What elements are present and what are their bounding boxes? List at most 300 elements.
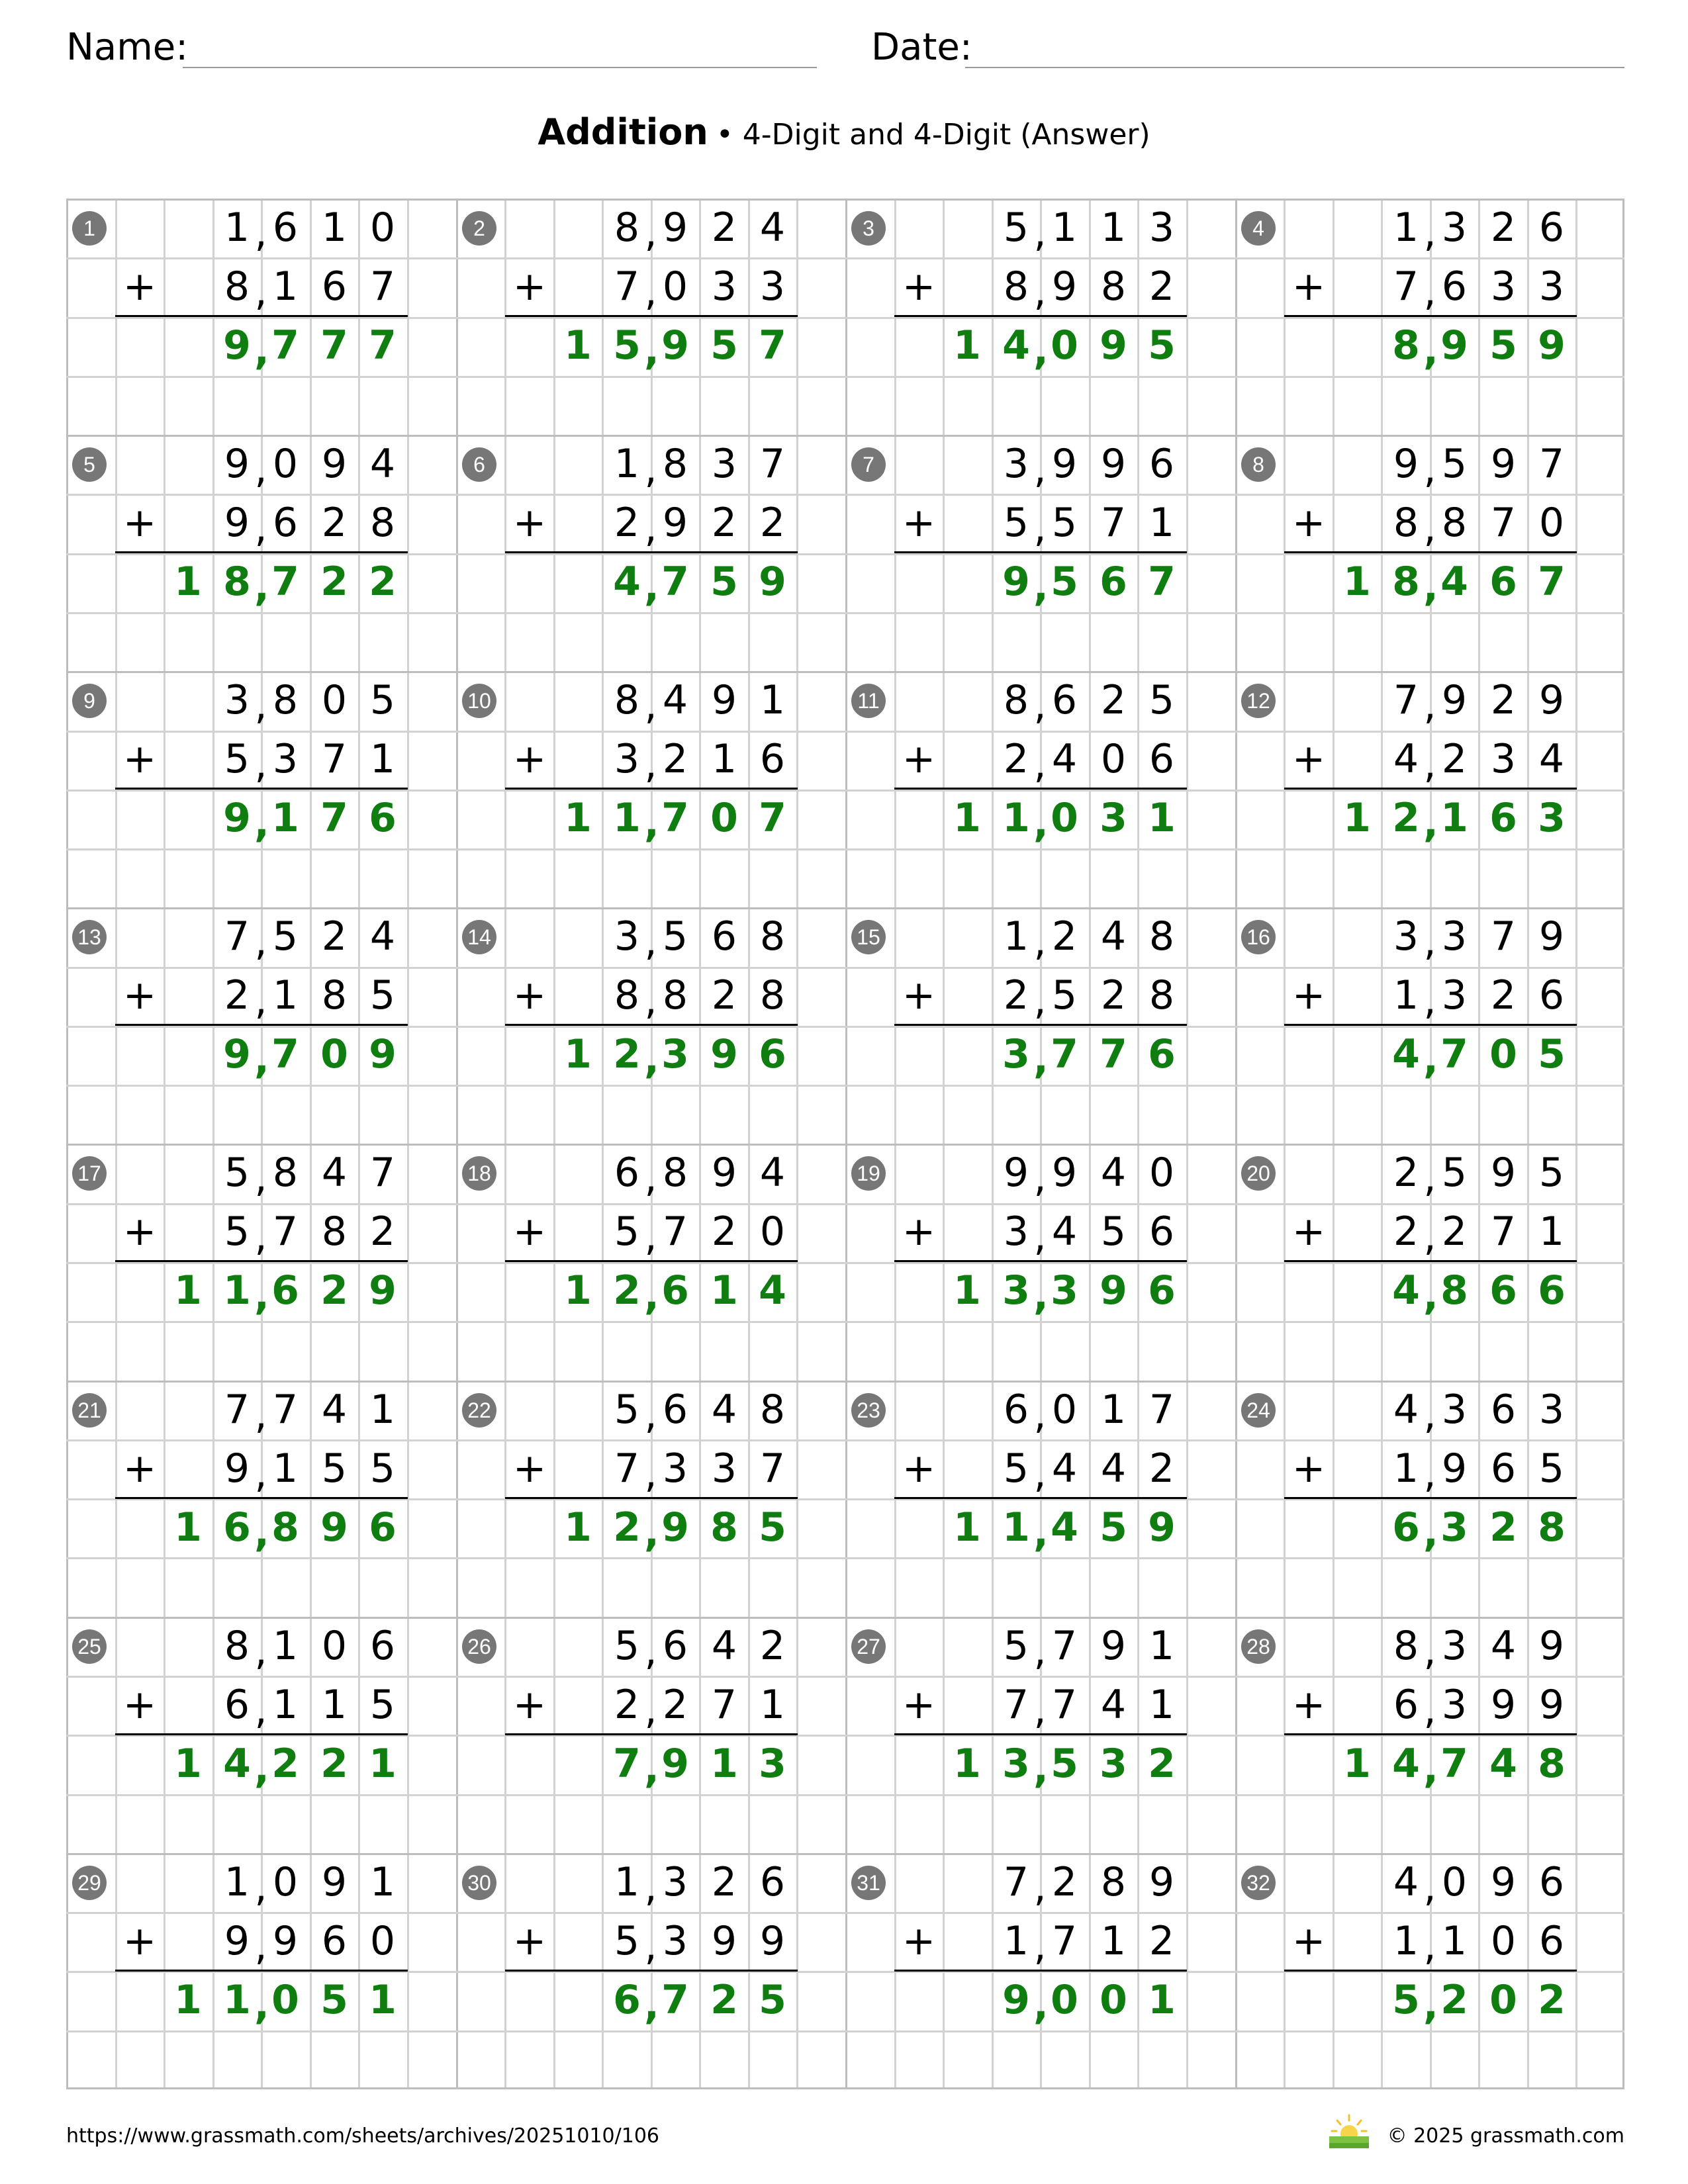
problem-number-badge: 23 [851, 1393, 886, 1428]
problem [1235, 435, 1624, 670]
addend-b-digit: 6 [1538, 972, 1565, 1019]
answer-digit: 5 [1489, 322, 1517, 369]
addend-b-digit: 7 [711, 1682, 737, 1728]
problem-number-badge: 9 [72, 684, 107, 718]
sum-line [894, 788, 1187, 790]
addend-b-digit: 7 [272, 1208, 299, 1255]
answer-digit: 4 [1489, 1741, 1517, 1787]
answer-digit: 1 [174, 1504, 202, 1551]
addend-b-comma: , [644, 741, 657, 788]
addend-b-digit: 2 [1393, 1208, 1419, 1255]
addend-a-digit: 4 [1100, 913, 1127, 960]
addend-b-digit: 1 [272, 972, 299, 1019]
date-field-line[interactable] [965, 67, 1624, 68]
addend-b-comma: , [254, 505, 267, 551]
problem-number-badge: 26 [462, 1629, 496, 1664]
addend-a-digit: 5 [1003, 1623, 1029, 1669]
problem [456, 1144, 845, 1379]
sum-line [1284, 1497, 1577, 1499]
plus-sign: + [512, 736, 547, 782]
answer-digit: 3 [1051, 1267, 1078, 1314]
answer-digit: 9 [1002, 1977, 1030, 2023]
addend-a-digit: 1 [1003, 913, 1029, 960]
answer-comma: , [254, 1510, 269, 1556]
answer-digit: 1 [223, 1977, 251, 2023]
addend-a-digit: 1 [614, 441, 640, 487]
addend-b-digit: 7 [1003, 1682, 1029, 1728]
answer-comma: , [1423, 1510, 1438, 1556]
addend-b-digit: 9 [1441, 1445, 1468, 1492]
problem-number-badge: 7 [851, 447, 886, 482]
addend-b-digit: 8 [1149, 972, 1175, 1019]
answer-digit: 4 [223, 1741, 251, 1787]
answer-digit: 5 [320, 1977, 348, 2023]
answer-digit: 8 [1392, 559, 1420, 605]
addend-a-digit: 9 [1003, 1150, 1029, 1196]
addend-a-digit: 2 [759, 1623, 786, 1669]
answer-digit: 6 [613, 1977, 641, 2023]
answer-digit: 6 [369, 795, 397, 841]
problem [66, 1144, 455, 1379]
addend-b-comma: , [644, 1687, 657, 1733]
addend-a-comma: , [1423, 1628, 1436, 1674]
answer-digit: 8 [1538, 1741, 1566, 1787]
addend-a-digit: 9 [1538, 677, 1565, 723]
addend-b-digit: 6 [321, 263, 348, 310]
answer-digit: 8 [1538, 1504, 1566, 1551]
answer-digit: 7 [1440, 1741, 1468, 1787]
addend-a-digit: 7 [369, 1150, 396, 1196]
addend-b-comma: , [644, 978, 657, 1024]
addend-a-digit: 3 [1393, 913, 1419, 960]
answer-digit: 3 [1440, 1504, 1468, 1551]
problem [66, 1381, 455, 1616]
answer-digit: 3 [1002, 1741, 1030, 1787]
footer-copyright: © 2025 grassmath.com [1387, 2124, 1624, 2148]
answer-digit: 8 [1440, 1267, 1468, 1314]
answer-digit: 2 [1440, 1977, 1468, 2023]
addend-a-comma: , [1033, 1155, 1047, 1201]
addend-b-digit: 5 [369, 1445, 396, 1492]
addend-a-digit: 2 [1490, 205, 1517, 251]
problem-number-badge: 12 [1241, 684, 1276, 718]
addend-a-digit: 9 [224, 441, 250, 487]
addend-a-digit: 0 [272, 441, 299, 487]
addend-b-digit: 2 [614, 1682, 640, 1728]
plus-sign: + [902, 263, 936, 310]
addend-a-digit: 2 [321, 913, 348, 960]
addend-a-digit: 9 [1051, 441, 1078, 487]
answer-digit: 4 [1440, 559, 1468, 605]
answer-digit: 1 [271, 795, 299, 841]
answer-comma: , [254, 1273, 269, 1319]
addend-a-comma: , [1033, 919, 1047, 965]
answer-digit: 2 [613, 1267, 641, 1314]
plus-sign: + [902, 1208, 936, 1255]
addend-b-digit: 2 [711, 972, 737, 1019]
addend-a-digit: 9 [711, 677, 737, 723]
date-label: Date: [871, 26, 972, 69]
sum-line [505, 1260, 798, 1262]
sum-line [1284, 1260, 1577, 1262]
addend-b-digit: 5 [1003, 1445, 1029, 1492]
addend-b-digit: 4 [1393, 736, 1419, 782]
addend-b-digit: 0 [1538, 500, 1565, 546]
problem-number-badge: 24 [1241, 1393, 1276, 1428]
answer-digit: 6 [1489, 1267, 1517, 1314]
answer-digit: 4 [1392, 1267, 1420, 1314]
addend-b-digit: 6 [759, 736, 786, 782]
sum-line [115, 788, 408, 790]
addend-b-digit: 2 [614, 500, 640, 546]
addend-a-digit: 3 [711, 441, 737, 487]
addend-b-digit: 2 [224, 972, 250, 1019]
addend-a-digit: 7 [272, 1387, 299, 1433]
addend-b-digit: 3 [759, 263, 786, 310]
plus-sign: + [902, 736, 936, 782]
addend-b-digit: 8 [614, 972, 640, 1019]
answer-digit: 7 [1538, 559, 1566, 605]
answer-digit: 6 [1392, 1504, 1420, 1551]
title-main: Addition [538, 111, 708, 153]
addend-b-digit: 9 [1538, 1682, 1565, 1728]
addend-b-digit: 4 [1051, 736, 1078, 782]
addend-b-digit: 6 [1393, 1682, 1419, 1728]
answer-digit: 5 [1051, 559, 1078, 605]
answer-digit: 8 [271, 1504, 299, 1551]
addend-a-comma: , [644, 1155, 657, 1201]
addend-b-digit: 6 [1149, 1208, 1175, 1255]
problem [456, 1381, 845, 1616]
answer-digit: 7 [271, 559, 299, 605]
answer-digit: 0 [1489, 1031, 1517, 1077]
problem-number-badge: 4 [1241, 211, 1276, 246]
answer-comma: , [1033, 1746, 1049, 1792]
answer-digit: 3 [1002, 1267, 1030, 1314]
addend-a-digit: 5 [1441, 441, 1468, 487]
problem [66, 199, 455, 434]
addend-b-digit: 7 [321, 736, 348, 782]
problem-number-badge: 30 [462, 1866, 496, 1900]
answer-digit: 9 [223, 1031, 251, 1077]
addend-a-comma: , [644, 682, 657, 729]
answer-digit: 9 [1148, 1504, 1176, 1551]
answer-digit: 1 [953, 795, 981, 841]
worksheet-grid [66, 199, 1624, 2089]
addend-b-digit: 1 [369, 736, 396, 782]
answer-digit: 6 [223, 1504, 251, 1551]
addend-b-digit: 8 [321, 972, 348, 1019]
addend-b-digit: 2 [1003, 972, 1029, 1019]
problem-number-badge: 6 [462, 447, 496, 482]
addend-a-digit: 4 [1393, 1859, 1419, 1905]
addend-a-digit: 4 [321, 1150, 348, 1196]
addend-b-digit: 5 [614, 1918, 640, 1964]
addend-b-digit: 2 [1149, 1918, 1175, 1964]
addend-a-digit: 3 [1441, 913, 1468, 960]
plus-sign: + [902, 1682, 936, 1728]
addend-b-digit: 1 [1393, 1918, 1419, 1964]
addend-b-digit: 9 [1051, 263, 1078, 310]
addend-b-digit: 9 [1490, 1682, 1517, 1728]
addend-a-digit: 5 [1538, 1150, 1565, 1196]
addend-a-comma: , [254, 446, 267, 492]
sum-line [1284, 788, 1577, 790]
addend-b-digit: 6 [1490, 1445, 1517, 1492]
answer-comma: , [644, 1982, 659, 2028]
addend-a-digit: 9 [1490, 1859, 1517, 1905]
addend-b-digit: 3 [1490, 263, 1517, 310]
addend-a-digit: 2 [711, 205, 737, 251]
answer-digit: 2 [1148, 1741, 1176, 1787]
addend-a-digit: 8 [1100, 1859, 1127, 1905]
addend-b-digit: 7 [369, 263, 396, 310]
answer-digit: 9 [661, 322, 689, 369]
addend-a-digit: 0 [272, 1859, 299, 1905]
addend-b-digit: 2 [1490, 972, 1517, 1019]
addend-a-digit: 1 [1100, 1387, 1127, 1433]
answer-comma: , [644, 1510, 659, 1556]
addend-a-comma: , [1033, 1392, 1047, 1438]
sum-line [505, 315, 798, 317]
answer-comma: , [254, 564, 269, 610]
answer-digit: 9 [1100, 322, 1127, 369]
addend-b-digit: 4 [1051, 1208, 1078, 1255]
problem [456, 907, 845, 1143]
addend-a-digit: 1 [614, 1859, 640, 1905]
addend-b-digit: 1 [711, 736, 737, 782]
addend-a-digit: 8 [224, 1623, 250, 1669]
addend-b-digit: 2 [711, 500, 737, 546]
answer-digit: 6 [1489, 559, 1517, 605]
answer-digit: 7 [1100, 1031, 1127, 1077]
addend-a-digit: 5 [614, 1623, 640, 1669]
addend-a-digit: 9 [1490, 441, 1517, 487]
addend-b-digit: 1 [272, 263, 299, 310]
addend-a-comma: , [254, 1392, 267, 1438]
answer-digit: 9 [320, 1504, 348, 1551]
addend-b-digit: 3 [711, 1445, 737, 1492]
problem [845, 199, 1235, 434]
addend-a-digit: 4 [1393, 1387, 1419, 1433]
addend-b-comma: , [254, 978, 267, 1024]
plus-sign: + [1291, 1918, 1326, 1964]
addend-b-digit: 9 [224, 1445, 250, 1492]
answer-digit: 8 [223, 559, 251, 605]
plus-sign: + [122, 972, 157, 1019]
answer-comma: , [1423, 1036, 1438, 1083]
problem [456, 671, 845, 907]
plus-sign: + [122, 736, 157, 782]
problem-number-badge: 8 [1241, 447, 1276, 482]
problem-number-badge: 20 [1241, 1156, 1276, 1191]
addend-b-digit: 9 [224, 500, 250, 546]
addend-a-digit: 0 [321, 1623, 348, 1669]
addend-a-digit: 3 [662, 1859, 688, 1905]
addend-a-digit: 3 [1149, 205, 1175, 251]
addend-b-digit: 5 [1051, 500, 1078, 546]
addend-b-digit: 6 [1149, 736, 1175, 782]
answer-digit: 3 [1100, 1741, 1127, 1787]
answer-comma: , [254, 800, 269, 846]
answer-digit: 7 [661, 795, 689, 841]
answer-digit: 2 [271, 1741, 299, 1787]
addend-b-digit: 5 [224, 1208, 250, 1255]
answer-digit: 2 [1392, 795, 1420, 841]
sum-line [894, 1970, 1187, 1972]
addend-a-digit: 9 [711, 1150, 737, 1196]
answer-digit: 6 [1100, 559, 1127, 605]
sum-line [894, 1260, 1187, 1262]
addend-b-digit: 4 [1051, 1445, 1078, 1492]
problem [845, 671, 1235, 907]
addend-b-digit: 9 [224, 1918, 250, 1964]
addend-b-digit: 3 [1538, 263, 1565, 310]
addend-a-digit: 4 [1490, 1623, 1517, 1669]
addend-a-digit: 1 [224, 205, 250, 251]
answer-digit: 5 [710, 559, 738, 605]
answer-digit: 7 [1440, 1031, 1468, 1077]
sum-line [505, 1497, 798, 1499]
answer-digit: 1 [953, 1504, 981, 1551]
answer-digit: 6 [1148, 1031, 1176, 1077]
addend-a-digit: 4 [1100, 1150, 1127, 1196]
answer-comma: , [1033, 800, 1049, 846]
addend-b-digit: 2 [1149, 1445, 1175, 1492]
answer-digit: 9 [661, 1741, 689, 1787]
answer-digit: 9 [369, 1267, 397, 1314]
addend-a-digit: 6 [759, 1859, 786, 1905]
addend-b-digit: 0 [662, 263, 688, 310]
problem-number-badge: 15 [851, 920, 886, 954]
addend-a-comma: , [1033, 210, 1047, 256]
addend-a-comma: , [1033, 446, 1047, 492]
addend-a-digit: 5 [1149, 677, 1175, 723]
plus-sign: + [122, 1682, 157, 1728]
answer-comma: , [1423, 1982, 1438, 2028]
problem [66, 1853, 455, 2089]
plus-sign: + [1291, 1208, 1326, 1255]
addend-a-digit: 8 [662, 441, 688, 487]
addend-b-digit: 7 [614, 1445, 640, 1492]
addend-b-digit: 0 [1490, 1918, 1517, 1964]
plus-sign: + [1291, 736, 1326, 782]
addend-a-digit: 1 [272, 1623, 299, 1669]
plus-sign: + [512, 263, 547, 310]
answer-digit: 5 [1538, 1031, 1566, 1077]
addend-a-digit: 6 [662, 1387, 688, 1433]
problem-number-badge: 25 [72, 1629, 107, 1664]
plus-sign: + [122, 1445, 157, 1492]
addend-a-comma: , [1033, 1628, 1047, 1674]
answer-comma: , [1423, 800, 1438, 846]
addend-a-comma: , [644, 1628, 657, 1674]
problem [66, 671, 455, 907]
problem-number-badge: 2 [462, 211, 496, 246]
answer-digit: 7 [320, 322, 348, 369]
problem [456, 1853, 845, 2089]
addend-a-digit: 3 [1538, 1387, 1565, 1433]
problem [845, 1617, 1235, 1852]
addend-a-digit: 3 [1003, 441, 1029, 487]
problem [1235, 907, 1624, 1143]
plus-sign: + [122, 263, 157, 310]
addend-a-digit: 5 [272, 913, 299, 960]
addend-a-digit: 1 [1393, 205, 1419, 251]
addend-a-digit: 8 [759, 1387, 786, 1433]
addend-a-digit: 2 [1490, 677, 1517, 723]
addend-b-digit: 2 [1149, 263, 1175, 310]
plus-sign: + [1291, 1682, 1326, 1728]
plus-sign: + [512, 1682, 547, 1728]
addend-a-digit: 5 [224, 1150, 250, 1196]
name-field-line[interactable] [183, 67, 817, 68]
answer-digit: 9 [1002, 559, 1030, 605]
answer-comma: , [1033, 1510, 1049, 1556]
addend-a-digit: 4 [662, 677, 688, 723]
addend-a-digit: 4 [759, 1150, 786, 1196]
addend-b-comma: , [644, 1923, 657, 1970]
answer-digit: 6 [369, 1504, 397, 1551]
addend-a-digit: 6 [272, 205, 299, 251]
answer-comma: , [1033, 328, 1049, 374]
addend-b-comma: , [644, 1214, 657, 1260]
answer-digit: 1 [564, 1267, 592, 1314]
addend-a-digit: 6 [614, 1150, 640, 1196]
answer-digit: 1 [710, 1267, 738, 1314]
answer-comma: , [1033, 1273, 1049, 1319]
problem-number-badge: 13 [72, 920, 107, 954]
addend-b-digit: 9 [759, 1918, 786, 1964]
answer-digit: 1 [1148, 795, 1176, 841]
addend-a-digit: 1 [369, 1859, 396, 1905]
addend-b-digit: 6 [224, 1682, 250, 1728]
addend-b-digit: 0 [369, 1918, 396, 1964]
plus-sign: + [902, 500, 936, 546]
addend-b-comma: , [644, 269, 657, 315]
sum-line [115, 1970, 408, 1972]
addend-a-digit: 7 [1490, 913, 1517, 960]
addend-a-digit: 1 [759, 677, 786, 723]
plus-sign: + [902, 1918, 936, 1964]
addend-a-digit: 8 [662, 1150, 688, 1196]
addend-b-digit: 3 [1441, 1682, 1468, 1728]
problem [845, 1144, 1235, 1379]
addend-a-digit: 5 [369, 677, 396, 723]
addend-b-digit: 2 [321, 500, 348, 546]
addend-b-comma: , [1423, 741, 1436, 788]
problem [845, 907, 1235, 1143]
answer-digit: 3 [1100, 795, 1127, 841]
addend-b-digit: 6 [272, 500, 299, 546]
plus-sign: + [512, 972, 547, 1019]
answer-digit: 9 [1440, 322, 1468, 369]
addend-b-digit: 2 [759, 500, 786, 546]
addend-b-digit: 5 [1051, 972, 1078, 1019]
answer-digit: 3 [1002, 1031, 1030, 1077]
problem [845, 1381, 1235, 1616]
answer-digit: 3 [759, 1741, 786, 1787]
addend-b-digit: 0 [759, 1208, 786, 1255]
addend-b-comma: , [1423, 1687, 1436, 1733]
answer-digit: 7 [320, 795, 348, 841]
addend-b-digit: 2 [1441, 1208, 1468, 1255]
problem [66, 1617, 455, 1852]
addend-a-digit: 9 [1100, 441, 1127, 487]
sum-line [505, 788, 798, 790]
answer-digit: 2 [1538, 1977, 1566, 2023]
problem [456, 199, 845, 434]
